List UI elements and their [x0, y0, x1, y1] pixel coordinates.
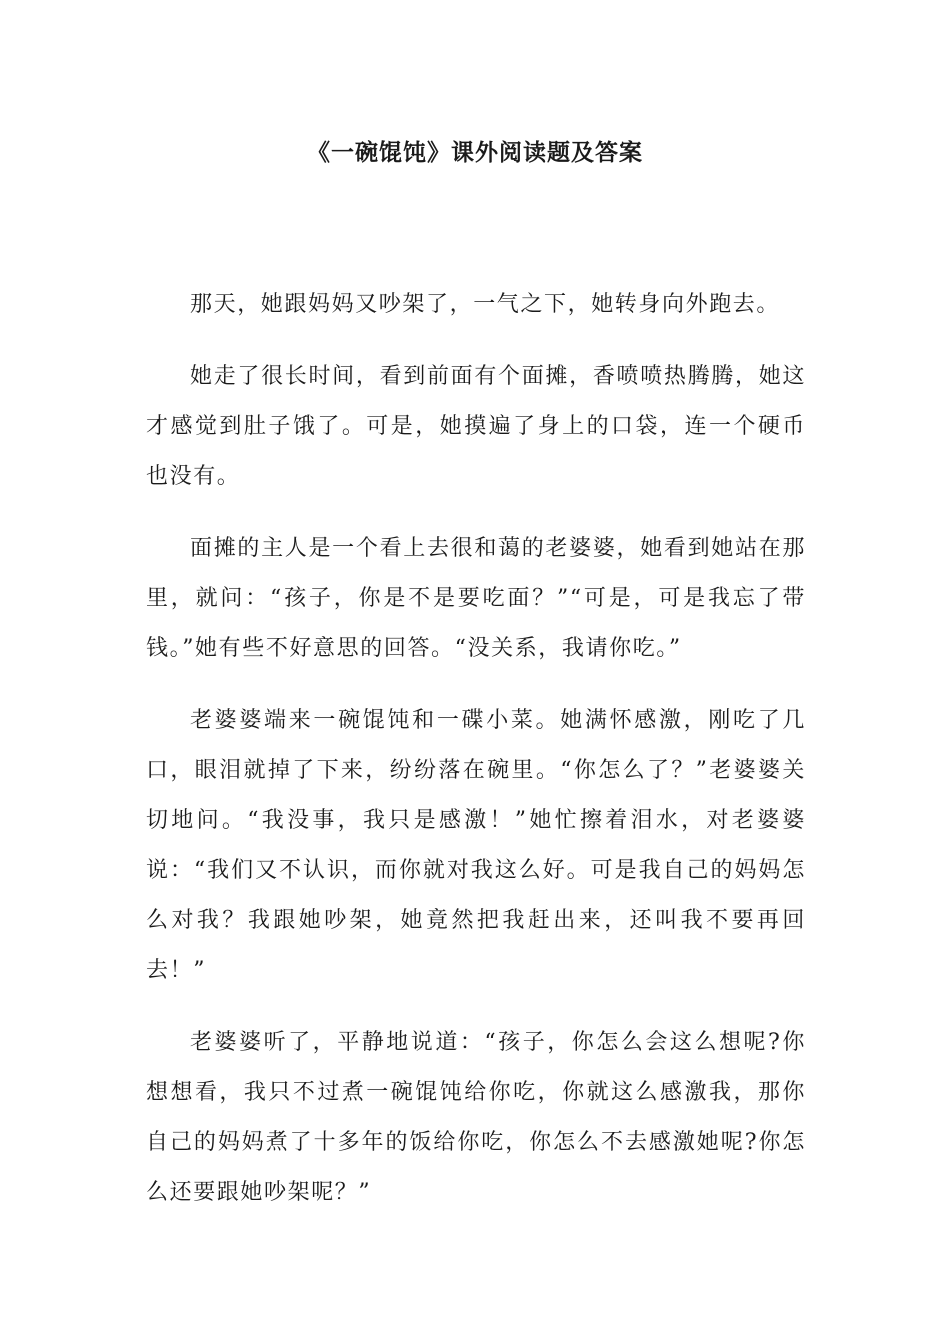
- paragraph-4: 老婆婆端来一碗馄饨和一碟小菜。她满怀感激，刚吃了几口，眼泪就掉了下来，纷纷落在碗里。“你怎么了？”老婆婆关切地问。“我没事，我只是感激！”她忙擦着泪水，对老婆婆说：“我们又不认识，而你就对我这么好。可是我自己的妈妈怎么对我？我跟她吵架，她竟然把我赶出来，还叫我不要再回去！”: [146, 708, 806, 983]
- paragraph-2: 她走了很长时间，看到前面有个面摊，香喷喷热腾腾，她这才感觉到肚子饿了。可是，她摸遍了身上的口袋，连一个硬币也没有。: [146, 364, 806, 489]
- document-body: [146, 280, 806, 1240]
- document-title: 《一碗馄饨》课外阅读题及答案: [307, 140, 643, 166]
- paragraph-1: 那天，她跟妈妈又吵架了，一气之下，她转身向外跑去。: [190, 292, 781, 317]
- paragraph-3: 面摊的主人是一个看上去很和蔼的老婆婆，她看到她站在那里，就问：“孩子，你是不是要吃面？”“可是，可是我忘了带钱。”她有些不好意思的回答。“没关系，我请你吃。”: [146, 536, 806, 661]
- paragraph-5: 老婆婆听了，平静地说道：“孩子，你怎么会这么想呢?你想想看，我只不过煮一碗馄饨给你吃，你就这么感激我，那你自己的妈妈煮了十多年的饭给你吃，你怎么不去感激她呢?你怎么还要跟她吵架呢？”: [146, 1030, 806, 1205]
